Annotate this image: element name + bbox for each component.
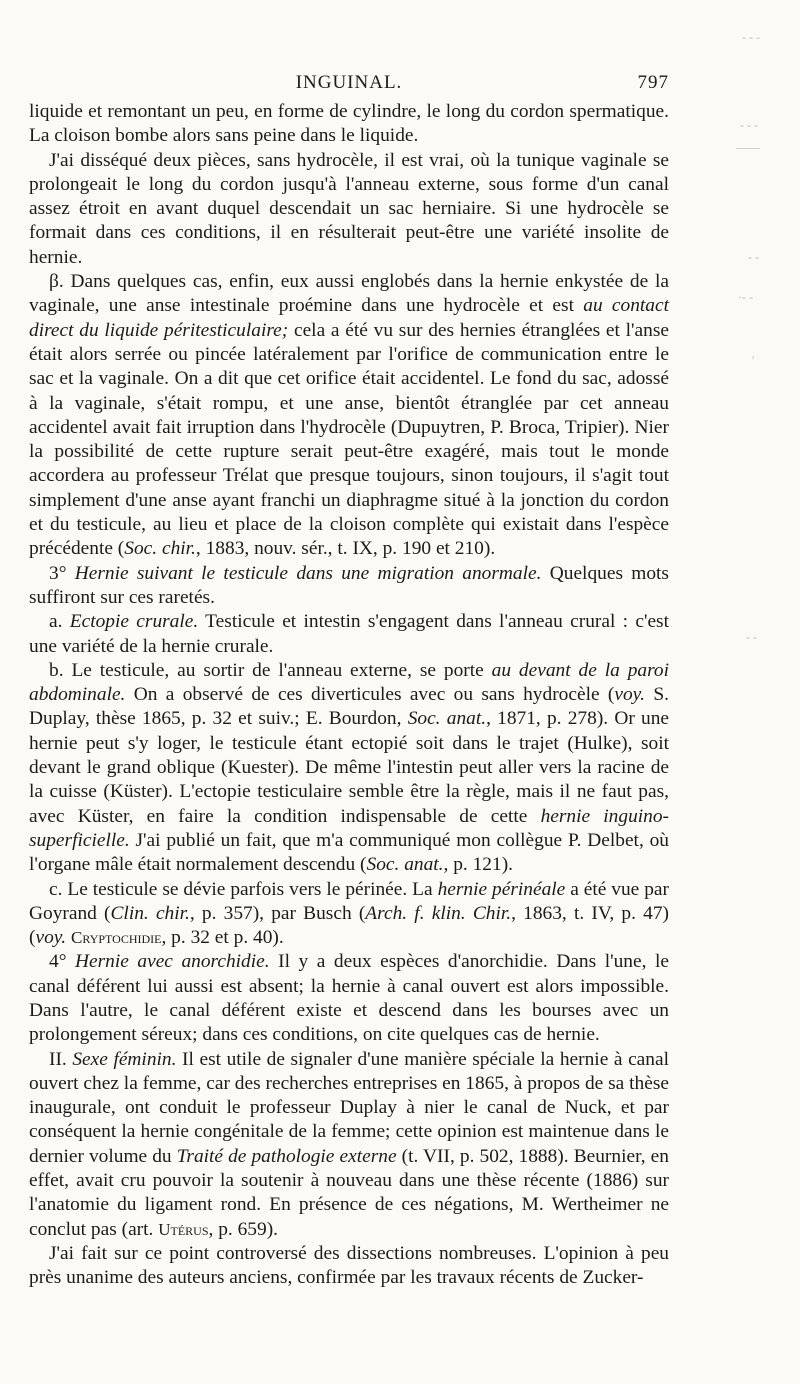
paragraph: β. Dans quelques cas, enfin, eux aussi englobés dans la hernie enkystée de la vaginale, une anse intestinale proémine dans une hydrocèle et est au contact direct du liquide péritesticulaire; cela a été vu sur des hernies étranglées et l'anse était alors serrée ou pincée latéralement par l'orifice de communication entre le sac et la vaginale. On a dit que cet orifice était accidentel. Le fond du sac, adossé à la vaginale, s'était rompu, et une anse, bientôt étranglée par cet anneau accidentel avait fait irruption dans l'hydrocèle (Dupuytren, P. Broca, Tripier). Nier la possibilité de cette rupture serait peut-être exagéré, mais tout le monde accordera au professeur Trélat que presque toujours, sinon toujours, il s'agit tout simplement d'une anse ayant franchi un diaphragme situé à la jonction du cordon et du testicule, au lieu et place de la cloison complète qui existait dans l'espèce précédente (Soc. chir., 1883, nouv. sér., t. IX, p. 190 et 210).	[29, 271, 669, 560]
paragraph: b. Le testicule, au sortir de l'anneau externe, se porte au devant de la paroi abdominale. On a observé de ces diverticules avec ou sans hydrocèle (voy. S. Duplay, thèse 1865, p. 32 et suiv.; E. Bourdon, Soc. anat., 1871, p. 278). Or une hernie peut s'y loger, le testicule étant ectopié soit dans le trajet (Hulke), soit devant le grand oblique (Kuester). De même l'intestin peut aller vers la racine de la cuisse (Küster). L'ectopie testiculaire semble être la règle, mais il ne faut pas, avec Küster, en faire la condition indispensable de cette hernie inguino-superficielle. J'ai publié un fait, que m'a communiqué mon collègue P. Delbet, où l'organe mâle était normalement descendu (Soc. anat., p. 121).	[29, 659, 670, 876]
page-title: INGUINAL.	[295, 72, 403, 93]
paragraph: a. Ectopie crurale. Testicule et intestin s'engagent dans l'anneau crural : c'est une variété de la hernie crurale.	[29, 611, 669, 657]
paragraph: c. Le testicule se dévie parfois vers le périnée. La hernie périnéale a été vue par Goyrand (Clin. chir., p. 357), par Busch (Arch. f. klin. Chir., 1863, t. IV, p. 47) (voy. Cryptochidie, p. 32 et p. 40).	[29, 878, 669, 949]
running-header	[29, 70, 669, 100]
paragraph: J'ai fait sur ce point controversé des dissections nombreuses. L'opinion à peu près unanime des auteurs anciens, confirmée par les travaux récents de Zucker-	[29, 1242, 669, 1289]
document-page	[29, 70, 669, 1291]
paragraph: liquide et remontant un peu, en forme de cylindre, le long du cordon spermatique. La cloison bombe alors sans peine dans le liquide.	[29, 101, 669, 147]
paragraph: 4° Hernie avec anorchidie. Il y a deux espèces d'anorchidie. Dans l'une, le canal déférent lui aussi est absent; la hernie à canal ouvert est alors impossible. Dans l'autre, le canal déférent existe et descend dans les bourses avec un prolongement séreux; dans ces conditions, on cite quelques cas de hernie.	[29, 951, 669, 1046]
paragraph: J'ai disséqué deux pièces, sans hydrocèle, il est vrai, où la tunique vaginale se prolongeait le long du cordon jusqu'à l'anneau externe, sous forme d'un canal assez étroit en avant duquel descendait un sac herniaire. Si une hydrocèle se formait dans ces conditions, il en résulterait peut-être une variété insolite de hernie.	[29, 149, 669, 268]
page-number: 797	[637, 72, 669, 93]
paragraph: 3° Hernie suivant le testicule dans une migration anormale. Quelques mots suffiront sur ces raretés.	[29, 562, 669, 608]
paragraph: II. Sexe féminin. Il est utile de signaler d'une manière spéciale la hernie à canal ouvert chez la femme, car des recherches entreprises en 1865, à propos de sa thèse inaugurale, ont conduit le professeur Duplay à nier le canal de Nuck, et par conséquent la hernie congénitale de la femme; cette opinion est maintenue dans le dernier volume du Traité de pathologie externe (t. VII, p. 502, 1888). Beurnier, en effet, avait cru pouvoir la soutenir à nouveau dans une thèse récente (1886) sur l'anatomie du ligament rond. En présence de ces négations, M. Wertheimer ne conclut pas (art. Utérus, p. 659).	[29, 1048, 669, 1240]
